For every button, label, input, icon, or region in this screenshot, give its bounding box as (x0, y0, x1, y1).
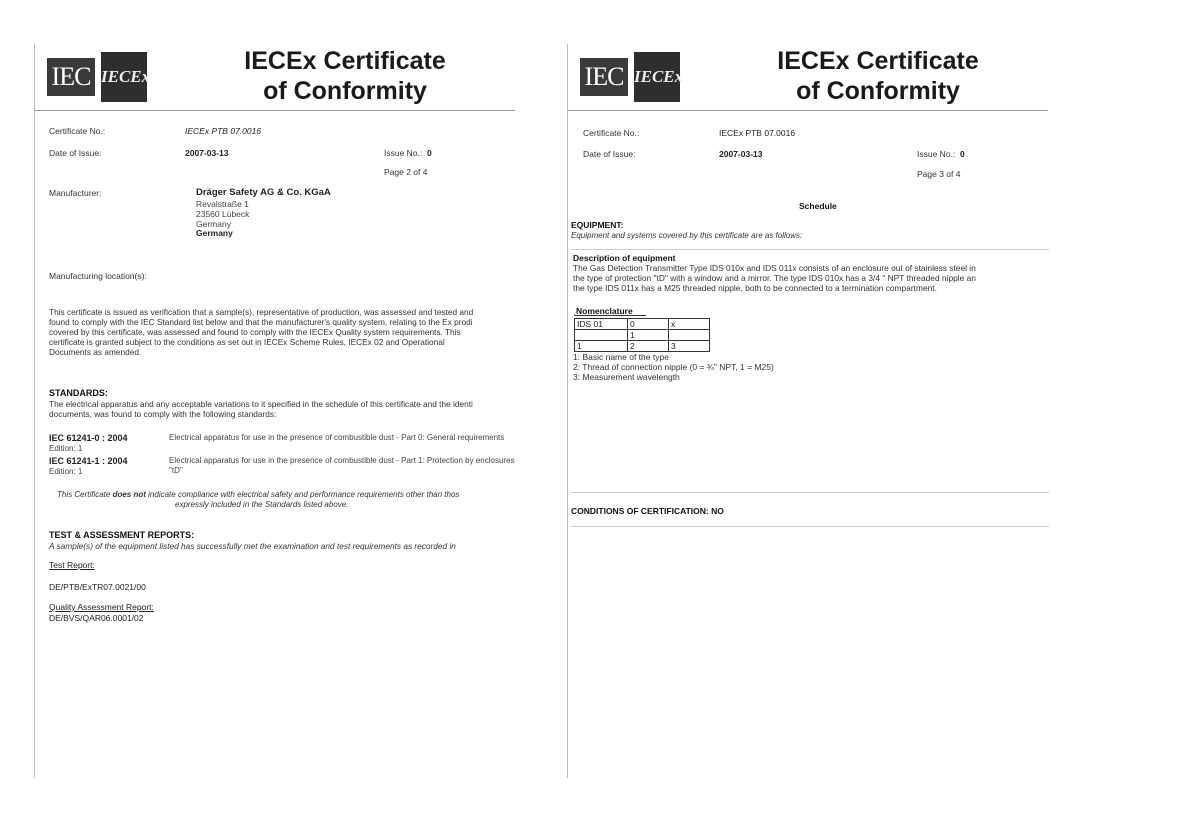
iec-logo: IEC (580, 58, 628, 96)
table-cell (575, 330, 628, 341)
manufacturer-name: Dräger Safety AG & Co. KGaA (196, 187, 331, 198)
address-line: 23560 Lübeck (196, 209, 250, 219)
description-paragraph (573, 263, 976, 293)
paragraph-line: the type IDS 011x has a M25 threaded nipple, both to be connected to a termination compartment. (573, 283, 937, 293)
table-cell: 0 (628, 319, 669, 330)
reports-intro: A sample(s) of the equipment listed has successfully met the examination and test requirements as recorded in (49, 541, 456, 551)
certificate-no: IECEx PTB 07.0016 (719, 128, 796, 138)
conditions-heading: CONDITIONS OF CERTIFICATION: NO (571, 506, 724, 516)
standard-entry (49, 433, 519, 457)
table-cell: x (669, 319, 710, 330)
paragraph-line: the type of protection "tD" with a window and a mirror. The type IDS 010x has a 3/4 " NPT threaded nipple an (573, 273, 976, 283)
paragraph-line: documents, was found to comply with the following standards: (49, 409, 277, 419)
disclaimer-line-1 (57, 490, 459, 500)
date-of-issue-label: Date of Issue: (583, 149, 636, 159)
paragraph-line: certificate is granted subject to the conditions as set out in IECEx Scheme Rules, IECEx 02 and Operational (49, 337, 445, 347)
table-cell: 3 (669, 341, 710, 352)
reports-heading: TEST & ASSESSMENT REPORTS: (49, 530, 195, 540)
paragraph-line: This certificate is issued as verification that a sample(s), representative of production, was assessed and tested and (49, 307, 474, 317)
iecex-logo: IECEx (101, 52, 147, 102)
standard-code: IEC 61241-1 : 2004 (49, 456, 128, 466)
table-row (575, 319, 710, 330)
table-row (575, 330, 710, 341)
standard-description: Electrical apparatus for use in the presence of combustible dust - Part 1: Protection by enclosures "tD" (169, 456, 515, 475)
nomenclature-table (574, 318, 710, 352)
header-divider (568, 110, 1048, 111)
verification-paragraph (49, 307, 473, 357)
disclaimer-line-2: expressly included in the Standards listed above. (175, 500, 349, 509)
paragraph-line: found to comply with the IEC Standard list below and that the manufacturer's quality system, relating to the Ex prodi (49, 317, 473, 327)
address-line: Revalstraße 1 (196, 199, 249, 209)
issue-no: 0 (960, 149, 965, 159)
page-number: Page 3 of 4 (917, 169, 961, 179)
manufacturing-location-label: Manufacturing location(s): (49, 271, 147, 281)
qar-number: DE/BVS/QAR06.0001/02 (49, 613, 144, 623)
standard-edition: Edition: 1 (49, 467, 83, 476)
note-line: 3: Measurement wavelength (573, 372, 680, 382)
note-line: 2: Thread of connection nipple (0 = ¾" NPT, 1 = M25) (573, 362, 774, 372)
nomenclature-underline (574, 315, 646, 316)
standard-code: IEC 61241-0 : 2004 (49, 433, 128, 443)
issue-no: 0 (427, 148, 432, 158)
manufacturer-address (196, 199, 249, 229)
table-cell: 1 (575, 341, 628, 352)
paragraph-line: Documents as amended. (49, 347, 142, 357)
date-of-issue-label: Date of Issue: (49, 148, 102, 158)
header-divider (35, 110, 515, 111)
section-divider (571, 492, 1049, 493)
title-line-1: IECEx Certificate (777, 47, 979, 75)
standard-description: Electrical apparatus for use in the presence of combustible dust - Part 0: General requirements (169, 433, 505, 442)
note-line: 1: Basic name of the type (573, 352, 669, 362)
disclaimer-text: indicate compliance with electrical safety and performance requirements other than thos (145, 490, 460, 499)
title-line-1: IECEx Certificate (244, 47, 446, 75)
issue-no-label: Issue No.: (917, 149, 956, 159)
issue-no-label: Issue No.: (384, 148, 423, 158)
standard-edition: Edition: 1 (49, 444, 83, 453)
page-title (708, 46, 1048, 106)
test-report-number: DE/PTB/ExTR07.0021/00 (49, 582, 146, 592)
qar-label: Quality Assessment Report: (49, 602, 154, 612)
certificate-no-label: Certificate No.: (49, 126, 106, 136)
standard-entry (49, 456, 519, 480)
nomenclature-heading: Nomenclature (576, 306, 633, 316)
standards-heading: STANDARDS: (49, 388, 108, 398)
date-of-issue: 2007-03-13 (719, 149, 763, 159)
paragraph-line: covered by this certificate, was assessed and found to comply with the IECEx Quality system requirements. This (49, 327, 461, 337)
section-divider (571, 526, 1049, 527)
certificate-page-3 (567, 44, 1050, 778)
page-title (175, 46, 515, 106)
title-line-2: of Conformity (263, 77, 427, 105)
iecex-logo: IECEx (634, 52, 680, 102)
nomenclature-notes (573, 352, 774, 382)
table-cell: 1 (628, 330, 669, 341)
iec-logo: IEC (47, 58, 95, 96)
test-report-label: Test Report: (49, 560, 95, 570)
certificate-no: IECEx PTB 07.0016 (185, 126, 262, 136)
address-line: Germany (196, 219, 231, 229)
section-divider (571, 249, 1049, 250)
table-cell: 2 (628, 341, 669, 352)
table-row (575, 341, 710, 352)
description-heading: Description of equipment (573, 253, 676, 263)
page-number: Page 2 of 4 (384, 167, 428, 177)
disclaimer-emphasis: does not (112, 490, 146, 499)
manufacturer-country: Germany (196, 228, 233, 238)
equipment-heading: EQUIPMENT: (571, 220, 624, 230)
standards-intro (49, 399, 473, 419)
table-cell: IDS 01 (575, 319, 628, 330)
paragraph-line: The electrical apparatus and any acceptable variations to it specified in the schedule of this certificate and the identi (49, 399, 473, 409)
paragraph-line: The Gas Detection Transmitter Type IDS 010x and IDS 011x consists of an enclosure out of stainless steel in (573, 263, 976, 273)
equipment-intro: Equipment and systems covered by this certificate are as follows: (571, 231, 803, 240)
date-of-issue: 2007-03-13 (185, 148, 229, 158)
schedule-heading: Schedule (799, 201, 837, 211)
certificate-page-2 (34, 44, 517, 778)
disclaimer-text: This Certificate (57, 490, 113, 499)
certificate-no-label: Certificate No.: (583, 128, 640, 138)
table-cell (669, 330, 710, 341)
title-line-2: of Conformity (796, 77, 960, 105)
manufacturer-label: Manufacturer: (49, 188, 102, 198)
